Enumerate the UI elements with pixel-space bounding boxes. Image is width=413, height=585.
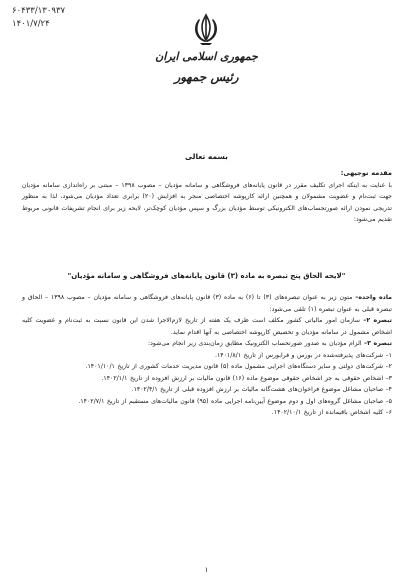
article-sole — [22, 292, 392, 315]
basmala: بسمه تعالی — [185, 152, 228, 161]
page-number: ۱ — [204, 566, 209, 574]
note-3 — [22, 338, 392, 350]
intro-section — [22, 168, 392, 226]
articles-section — [22, 292, 392, 419]
note-2 — [22, 315, 392, 338]
article-text: متون زیر به عنوان تبصره‌های (۳) تا (۶) به ماده (۳) قانون پایانه‌های فروشگاهی و سامانه مؤدیان – مصوب ۱۳۹۸ – الحاق و تبصره قبلی به عنوان تبصره (۱) تلقی می‌شود: — [22, 294, 392, 313]
org-name-line2: رئیس جمهور — [174, 70, 239, 84]
reference-number: ۶۰۴۳۳/۱۳۰۹۳۷ — [12, 6, 66, 16]
bill-title: "لایحه الحاق پنج تبصره به ماده (۳) قانون پایانه‌های فروشگاهی و سامانه مؤدیان" — [67, 272, 346, 280]
intro-paragraph: با عنایت به اینکه اجرای تکلیف مقرر در قانون پایانه‌های فروشگاهی و سامانه مؤدیان – مصوب ۱۳۹۸ – مبتنی بر راه‌اندازی سامانه مؤدیان جهت ثبت‌نام و عضویت مشمولان و همچنین ارائه کارپوشه اختصاصی منجر به افزایش (۲۰) برابری تعداد مؤدیان می‌شود، لذا به منظور تدریجی نمودن ارائه صورتحساب‌های الکترونیکی توسط مؤدیان بزرگ و سپس مؤدیان کوچک‌تر، لایحه زیر برای انجام تشریفات قانونی مربوط تقدیم می‌شود: — [22, 181, 393, 223]
schedule-item: ۵– صاحبان مشاغل گروه‌های اول و دوم موضوع آیین‌نامه اجرایی ماده (۹۵) قانون مالیات‌های مستقیم از تاریخ ۱۴۰۲/۷/۱. — [78, 397, 392, 405]
org-name-line1: جمهوری اسلامی ایران — [155, 50, 258, 63]
schedule-item: ۶– کلیه اشخاص باقیمانده از تاریخ ۱۴۰۲/۱۰/۱. — [271, 409, 392, 416]
reference-block — [12, 5, 65, 31]
note-text: سازمان امور مالیاتی کشور مکلف است ظرف یک هفته از تاریخ لازم‌الاجرا شدن این قانون نسبت به ثبت‌نام و عضویت کلیه اشخاص مشمول در سامانه مؤدیان و تخصیص کارپوشه اختصاصی به آنها اقدام نماید. — [22, 317, 392, 336]
reference-date: ۱۴۰۱/۷/۲۴ — [12, 19, 50, 29]
schedule-item: ۴– صاحبان مشاغل موضوع فراخوان‌های هشت‌گانه مالیات بر ارزش افزوده قبلی از تاریخ ۱۴۰۲/۴/۱. — [131, 386, 392, 393]
schedule-item: ۳– اشخاص حقوقی به جز اشخاص حقوقی موضوع ماده (۱۶) قانون مالیات بر ارزش افزوده از تاریخ ۱۴۰۲/۱/۱. — [101, 374, 392, 382]
schedule-item: ۲– شرکت‌های دولتی و سایر دستگاه‌های اجرایی مشمول ماده (۵) قانون مدیریت خدمات کشوری از تاریخ ۱۴۰۱/۱۰/۱. — [85, 363, 392, 370]
iran-emblem-icon — [190, 13, 222, 47]
note-label: تبصره ۲– — [363, 317, 392, 324]
note-label: تبصره ۳– — [364, 340, 392, 347]
article-label: ماده واحده– — [355, 294, 393, 301]
intro-heading: مقدمه توجیهی: — [340, 169, 392, 177]
schedule-item: ۱– شرکت‌های پذیرفته‌شده در بورس و فرابورس از تاریخ ۱۴۰۱/۸/۱. — [214, 351, 392, 359]
note-text: الزام مؤدیان به صدور صورتحساب الکترونیک مطابق زمان‌بندی زیر انجام می‌شود: — [148, 340, 365, 347]
